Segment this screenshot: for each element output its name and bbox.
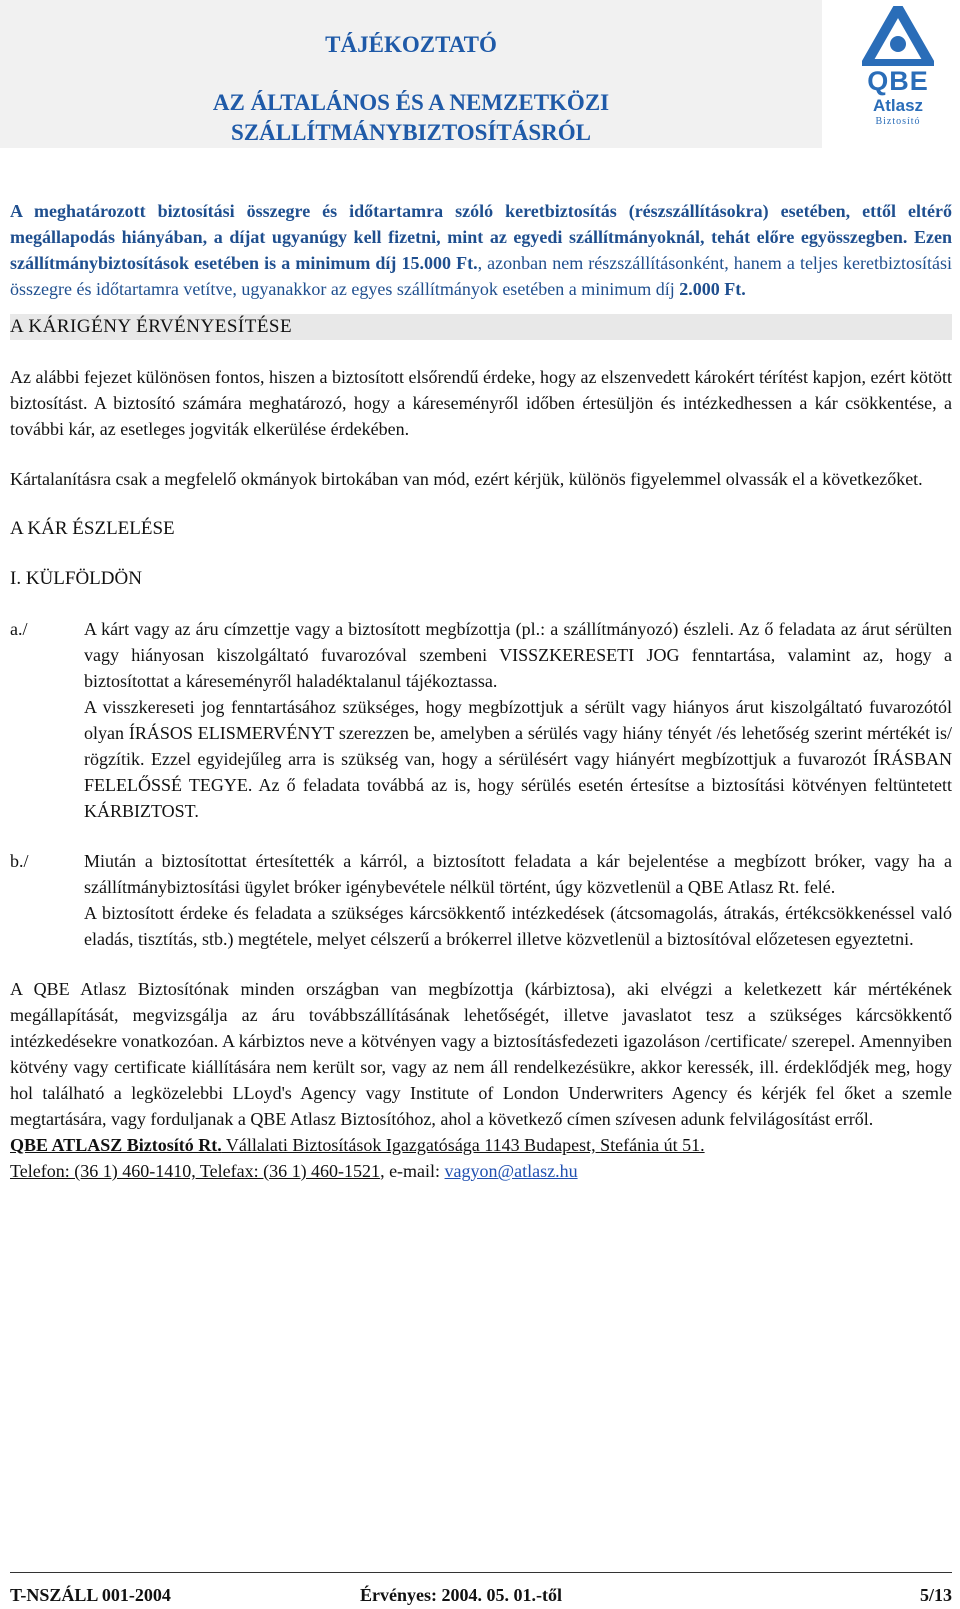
contact-line bbox=[10, 1158, 952, 1184]
company-name: QBE ATLASZ Biztosító Rt. bbox=[10, 1135, 222, 1155]
list-item-label: a./ bbox=[10, 619, 28, 639]
logo-sub-text: Atlasz bbox=[872, 96, 924, 115]
intro-min-fee-2: 2.000 Ft. bbox=[679, 279, 746, 299]
logo-main-text: QBE bbox=[867, 66, 929, 96]
list-item-label: b./ bbox=[10, 851, 29, 871]
phone-fax: Telefon: (36 1) 460-1410, Telefax: (36 1) 460-1521 bbox=[10, 1161, 381, 1181]
company-address-line bbox=[10, 1132, 952, 1158]
closing-paragraph: A QBE Atlasz Biztosítónak minden országban van megbízottja (kárbiztosa), aki elvégzi a keletkezett kár mértékének megállapítását, megvizsgálja az áru továbbszállításának lehetőségét, illetve javaslatot tesz a szükséges kárcsökkentő intézkedésekre vonatkozóan. A kárbiztos neve a kötvényen vagy a biztosításfedezeti igazoláson /certificate/ szerepel. Amennyiben kötvény vagy certificate kiállítására nem került sor, vagy az nem áll rendelkezésükre, akkor keressék, ill. érdeklődjék meg, hogy hol található a legközelebbi LLoyd's Agency vagy Institute of London Underwriters Agency és kérjék fel őket a szemle megtartására, vagy forduljanak a QBE Atlasz Biztosítóhoz, ahol a következő címen szívesen adunk felvilágosítást erről. bbox=[10, 979, 952, 1129]
intro-min-fee: a minimum díj 15.000 Ft. bbox=[281, 253, 478, 273]
document-body bbox=[10, 198, 952, 1184]
company-logo bbox=[862, 6, 934, 127]
document-footer bbox=[10, 1572, 952, 1605]
document-title: TÁJÉKOZTATÓ bbox=[325, 32, 497, 57]
section-subheading-abroad: I. KÜLFÖLDÖN bbox=[10, 568, 142, 589]
footer-doc-id: T-NSZÁLL 001-2004 bbox=[10, 1585, 171, 1605]
email-label: , e-mail: bbox=[380, 1161, 445, 1181]
company-address: Vállalati Biztosítások Igazgatósága 1143 Budapest, Stefánia út 51. bbox=[221, 1135, 705, 1155]
intro-text-1: A meghatározott biztosítási összegre és időtartamra szóló keretbiztosítás (részszállításokra) esetében, ettől eltérő megállapodás hiányában, a díjat ugyanúgy kell fizetni, mint az egyedi szállítmányoknál, tehát előre egyösszegben. Ezen szállítmánybiztosítások esetében is bbox=[10, 201, 952, 273]
footer-valid-from: Érvényes: 2004. 05. 01.-től bbox=[360, 1585, 562, 1605]
list-item-b-paragraph-2: A biztosított érdeke és feladata a szükséges kárcsökkentő intézkedések (átcsomagolás, átrakás, értékcsökkenéssel való eladás, tisztítás, stb.) megtétele, melyet célszerű a brókerrel illetve közvetlenül a biztosítóval előzetesen egyeztetni. bbox=[84, 903, 952, 949]
list-item-a bbox=[10, 616, 952, 824]
email-link[interactable]: vagyon@atlasz.hu bbox=[444, 1161, 578, 1181]
document-subtitle-line1: AZ ÁLTALÁNOS ÉS A NEMZETKÖZI bbox=[212, 90, 610, 115]
section-heading-detection: A KÁR ÉSZLELÉSE bbox=[10, 518, 175, 539]
qbe-emblem-icon bbox=[862, 6, 934, 66]
footer-page-number: 5/13 bbox=[919, 1585, 952, 1605]
list-item-a-paragraph-2: A visszkereseti jog fenntartásához szükséges, hogy megbízottjuk a sérült vagy hiányos árut kiszolgáltató fuvarozótól olyan ÍRÁSOS ELISMERVÉNYT szerezzen be, amelyben a sérülés vagy hiány tényét /és lehetőség szerint mértékét is/ rögzítik. Ezzel egyidejűleg arra is szükség van, hogy a sérülésért vagy hiányért megbízottjuk a fuvarozót ÍRÁSBAN FELELŐSSÉ TEGYE. Az ő feladata továbbá az is, hogy sérülés esetén értesítse a biztosítási kötvényen feltüntetett KÁRBIZTOST. bbox=[84, 697, 952, 821]
document-subtitle-line2: SZÁLLÍTMÁNYBIZTOSÍTÁSRÓL bbox=[230, 120, 592, 145]
list-item-b-paragraph-1: Miután a biztosítottat értesítették a kárról, a biztosított feladata a kár bejelentése a megbízott bróker, vagy ha a szállítmánybiztosítási ügylet bróker igénybevétele nélkül történt, úgy közvetlenül a QBE Atlasz Rt. felé. bbox=[84, 851, 952, 897]
document-header bbox=[0, 0, 822, 148]
intro-paragraph bbox=[10, 198, 952, 302]
claim-paragraph-2: Kártalanításra csak a megfelelő okmányok birtokában van mód, ezért kérjük, különös figyelemmel olvassák el a következőket. bbox=[10, 469, 923, 489]
list-item-a-paragraph-1: A kárt vagy az áru címzettje vagy a biztosított megbízottja (pl.: a szállítmányozó) észleli. Az ő feladata az árut sérülten vagy hiányosan kiszolgáltató fuvarozóval szembeni VISSZKERESETI JOG fenntartása, valamint az, hogy a biztosítottat a káreseményről haladéktalanul tájékoztassa. bbox=[84, 619, 952, 691]
claim-paragraph-1: Az alábbi fejezet különösen fontos, hiszen a biztosított elsőrendű érdeke, hogy az elszenvedett károkért térítést kapjon, ezért kötött biztosítást. A biztosító számára meghatározó, hogy a káreseményről időben értesüljön és intézkedhessen a kár csökkentése, a további kár, az esetleges jogviták elkerülése érdekében. bbox=[10, 367, 952, 439]
section-heading-claim: A KÁRIGÉNY ÉRVÉNYESÍTÉSE bbox=[10, 314, 952, 340]
logo-tag-text: Biztosító bbox=[875, 116, 921, 127]
intro-text-2: , azonban nem részszállításonként, hanem a teljes keretbiztosítási összegre és időtartamra vetítve, ugyanakkor az egyes szállítmányok esetében a minimum díj bbox=[10, 253, 952, 299]
list-item-b bbox=[10, 848, 952, 952]
